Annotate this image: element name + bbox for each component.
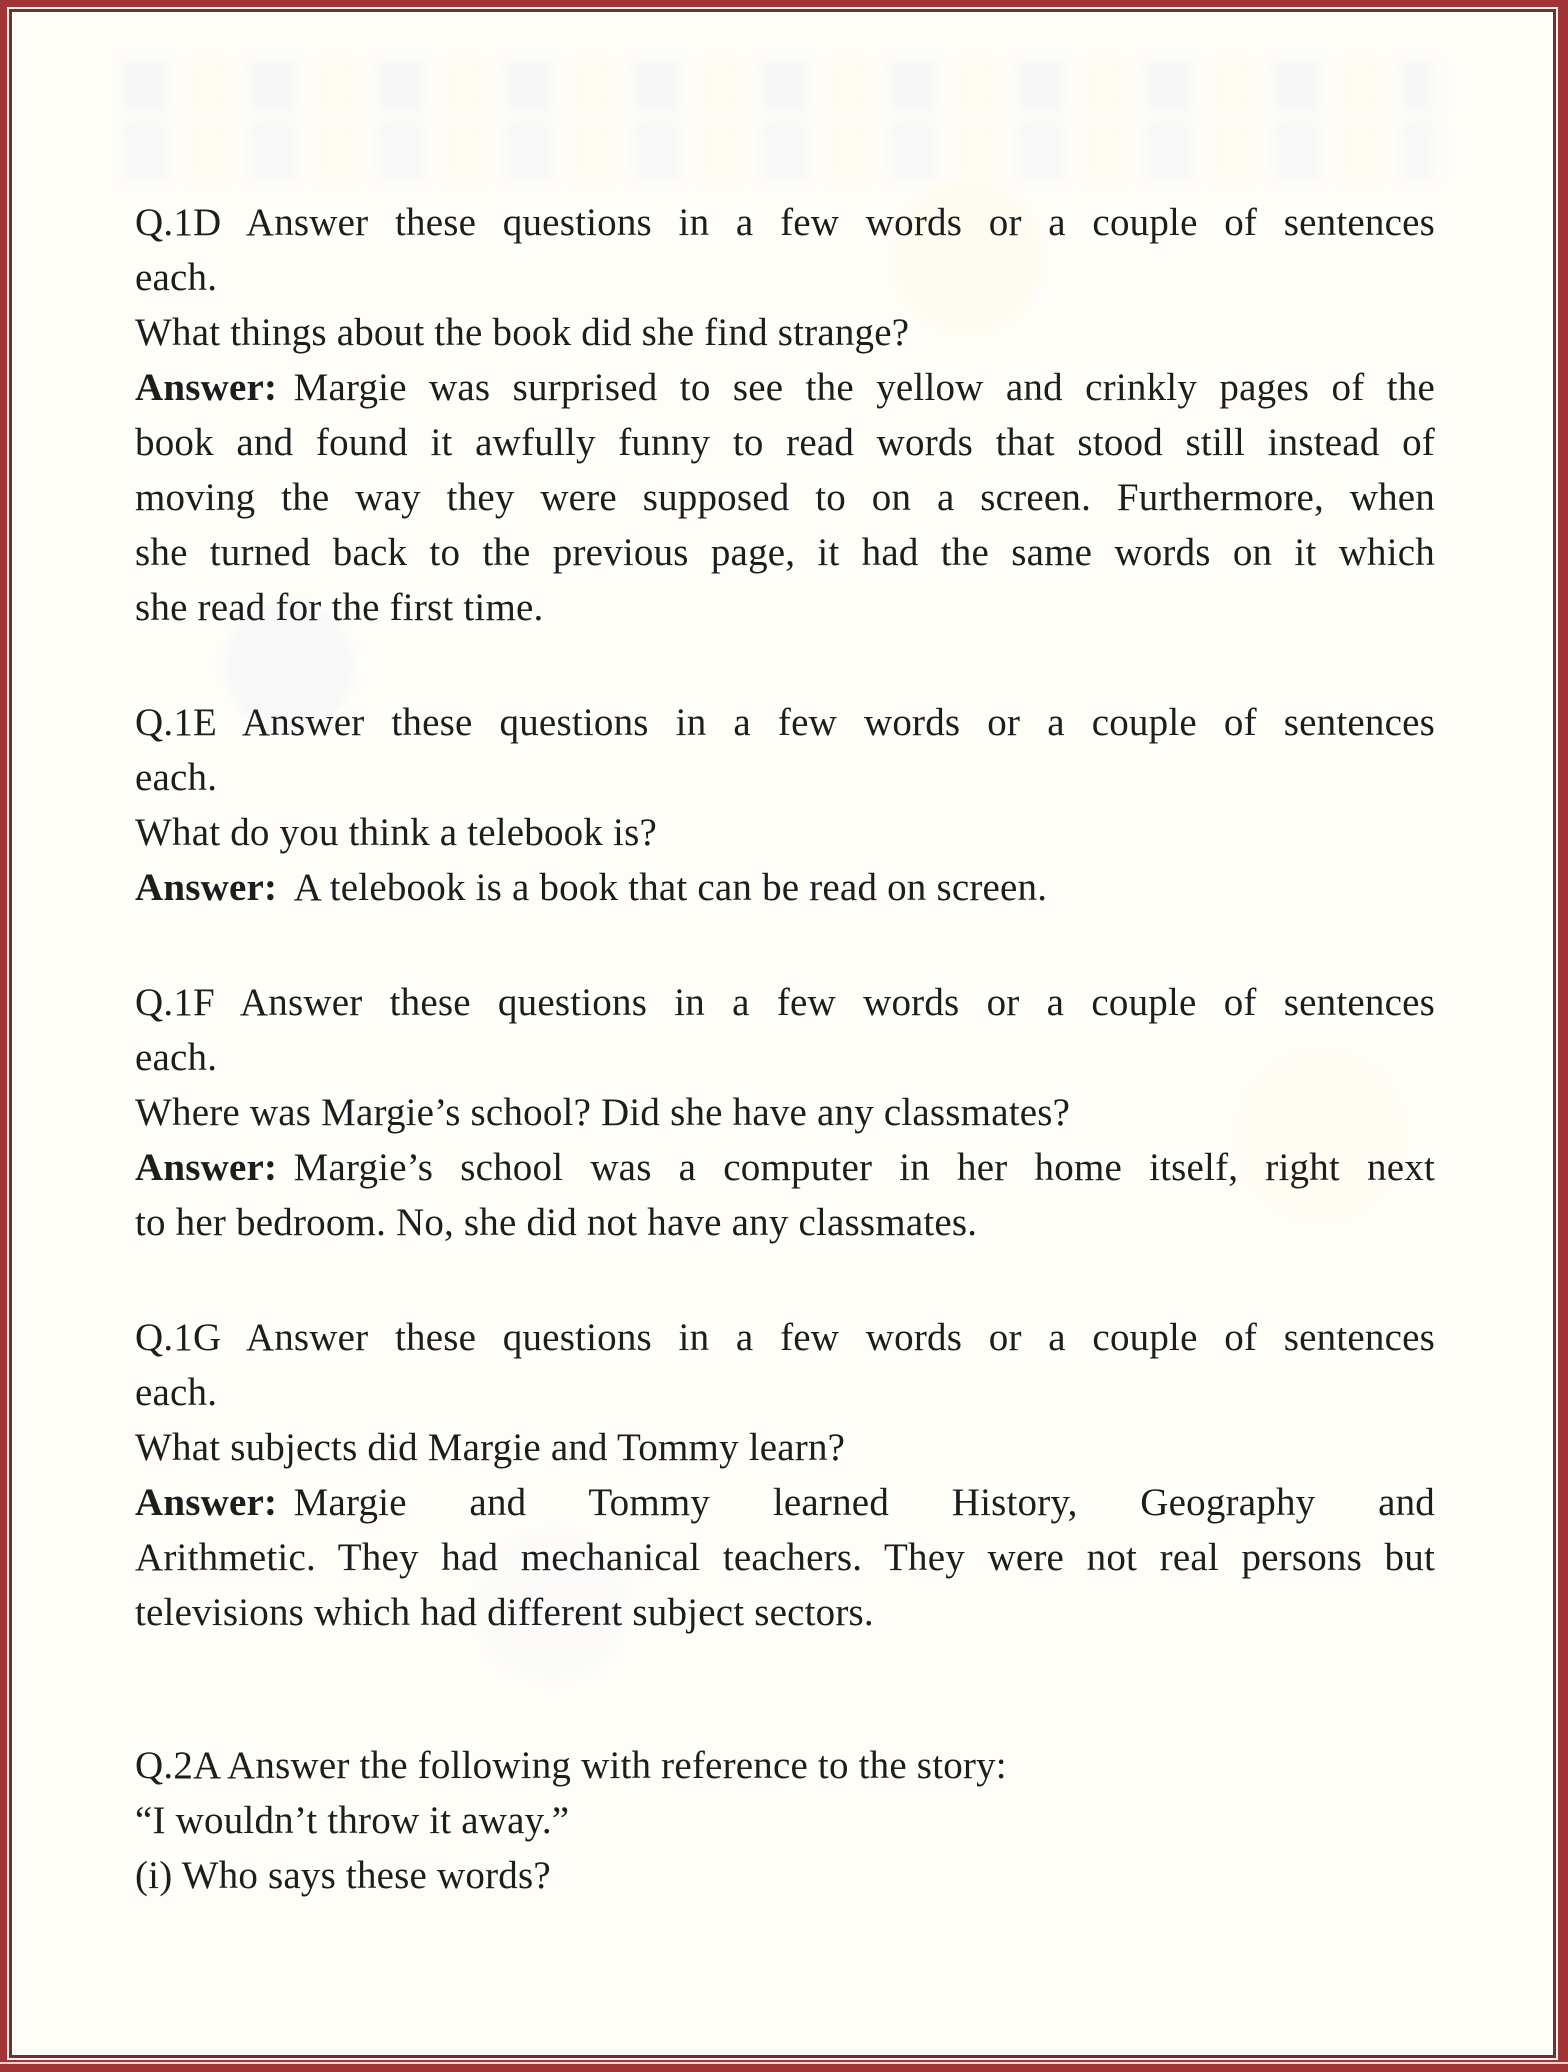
question-text-line: (i) Who says these words? [135, 1854, 551, 1897]
text-line: Q.1F Answer these questions in a few words or a couple of sentences [135, 981, 1435, 1024]
question-block-q1g [135, 1310, 1435, 1640]
text-line: each. [135, 1036, 218, 1079]
text-line: each. [135, 1371, 218, 1414]
text-line: each. [135, 256, 218, 299]
question-text-line: What subjects did Margie and Tommy learn? [135, 1426, 846, 1469]
answer-text-line: to her bedroom. No, she did not have any classmates. [135, 1201, 978, 1244]
answer-text-line: televisions which had different subject sectors. [135, 1591, 874, 1634]
question-text-line: What things about the book did she find strange? [135, 311, 910, 354]
answer-text-line: she turned back to the previous page, it had the same words on it which [135, 531, 1435, 574]
answer-text-line: moving the way they were supposed to on a screen. Furthermore, when [135, 476, 1435, 519]
answer-text-line: Arithmetic. They had mechanical teachers. They were not real persons but [135, 1536, 1435, 1579]
answer-text-line: Answer: Margie and Tommy learned History, Geography and [135, 1481, 1435, 1524]
text-line: each. [135, 756, 218, 799]
question-block-q1d [135, 195, 1435, 635]
answer-text-line: Answer: Margie’s school was a computer in her home itself, right next [135, 1146, 1435, 1189]
answer-label: Answer: [135, 866, 278, 909]
question-text-line: Where was Margie’s school? Did she have any classmates? [135, 1091, 1071, 1134]
text-line: Q.1E Answer these questions in a few words or a couple of sentences [135, 701, 1435, 744]
question-text-line: What do you think a telebook is? [135, 811, 657, 854]
page-content [12, 12, 1553, 1903]
answer-text-line: she read for the first time. [135, 586, 544, 629]
text-line: Q.1D Answer these questions in a few words or a couple of sentences [135, 201, 1435, 244]
answer-label: Answer: [135, 1481, 278, 1524]
answer-label: Answer: [135, 1146, 278, 1189]
page-sheet [9, 9, 1556, 2058]
answer-text-line: Answer: Margie was surprised to see the yellow and crinkly pages of the [135, 366, 1435, 409]
text-line: Q.2A Answer the following with reference to the story: [135, 1744, 1007, 1787]
text-line: Q.1G Answer these questions in a few words or a couple of sentences [135, 1316, 1435, 1359]
answer-text-line: book and found it awfully funny to read words that stood still instead of [135, 421, 1435, 464]
answer-label: Answer: [135, 366, 278, 409]
question-block-q1f [135, 975, 1435, 1250]
quote-text-line: “I wouldn’t throw it away.” [135, 1799, 570, 1842]
question-block-q1e [135, 695, 1435, 915]
question-block-q2a [135, 1738, 1435, 1903]
border-accent-stripe [0, 2062, 1568, 2064]
answer-text-line: Answer: A telebook is a book that can be read on screen. [135, 866, 1048, 909]
